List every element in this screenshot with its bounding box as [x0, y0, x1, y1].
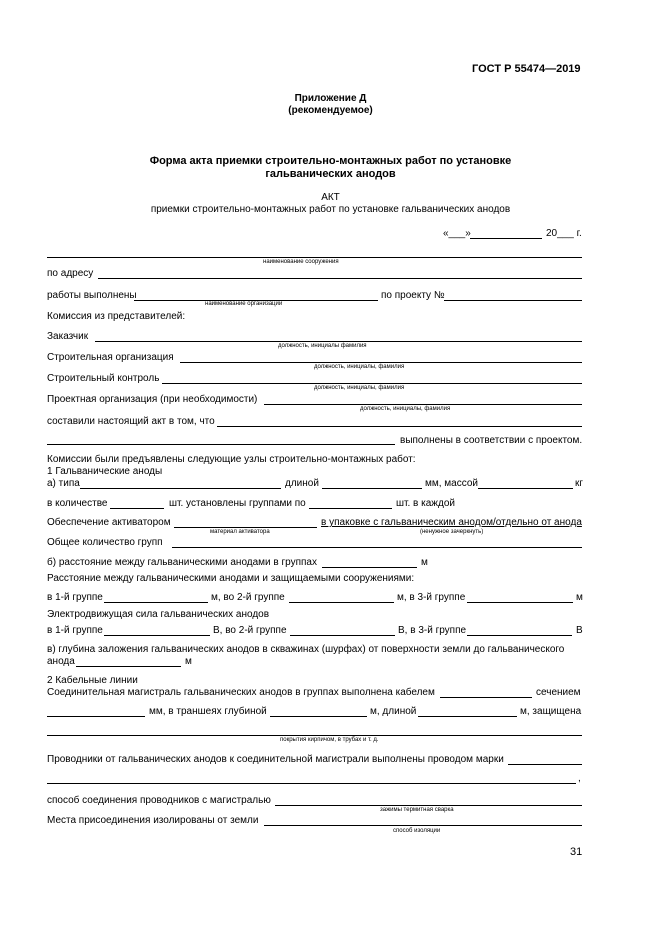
label-b-distance: б) расстояние между гальваническими анодами в группах [47, 557, 317, 568]
appendix-subtitle: (рекомендуемое) [288, 105, 373, 116]
caption-facility: наименование сооружения [263, 259, 339, 265]
label-done-per-project: выполнены в соответствии с проектом. [400, 435, 583, 446]
label-designer: Проектная организация (при необходимости) [47, 394, 258, 405]
caption-activator: материал активатора [210, 529, 270, 535]
insulation-line[interactable] [264, 825, 582, 826]
total-groups-line[interactable] [172, 547, 582, 548]
caption-unneeded: (ненужное зачеркнуть) [420, 529, 484, 535]
activator-line[interactable] [174, 527, 317, 528]
caption-position2: должность, инициалы, фамилия [314, 364, 405, 370]
caption-coating: покрытия кирпичом, в трубах и т. д. [280, 737, 379, 743]
label-mm-mass: мм, массой [425, 478, 479, 489]
cable-length-line[interactable] [418, 716, 517, 717]
project-number-line[interactable] [444, 300, 582, 301]
label-m-1: м [421, 557, 428, 568]
label-control: Строительный контроль [47, 373, 160, 384]
label-m-length: м, длиной [370, 706, 417, 717]
label-v-g3: В, в 3-й группе [398, 625, 467, 636]
label-pcs-each: шт. в каждой [396, 498, 455, 509]
g3-emf-line[interactable] [467, 635, 572, 636]
label-m-3: м [185, 656, 192, 667]
label-g1-distance: в 1-й группе [47, 592, 103, 603]
act-subtitle: приемки строительно-монтажных работ по установке гальванических анодов [150, 204, 511, 215]
drew-up-line[interactable] [217, 426, 582, 427]
qty-line[interactable] [110, 508, 164, 509]
date-day: «___» [443, 228, 471, 239]
label-type: а) типа [47, 478, 80, 489]
works-description-line[interactable] [47, 444, 395, 445]
address-line[interactable] [98, 278, 582, 279]
control-line[interactable] [162, 383, 582, 384]
section-2-title: 2 Кабельные линии [47, 675, 138, 686]
connection-line[interactable] [275, 805, 582, 806]
label-activator: Обеспечение активатором [47, 517, 171, 528]
groups-line[interactable] [309, 508, 392, 509]
label-m-protected: м, защищена [520, 706, 582, 717]
date-year: 20___ г. [546, 228, 582, 239]
standard-number: ГОСТ Р 55474—2019 [472, 63, 581, 75]
label-m-2: м [576, 592, 583, 603]
label-section: сечением [536, 687, 581, 698]
label-kg: кг [575, 478, 584, 489]
act-title: АКТ [321, 192, 340, 203]
label-customer: Заказчик [47, 331, 89, 342]
caption-org: наименование организации [205, 301, 283, 307]
cable-line[interactable] [440, 697, 532, 698]
g3-distance-line[interactable] [467, 602, 573, 603]
facility-line[interactable] [47, 257, 582, 258]
appendix-title: Приложение Д [294, 93, 367, 104]
trench-depth-line[interactable] [270, 716, 367, 717]
label-conductors: Проводники от гальванических анодов к соединительной магистрали выполнены проводом марки [47, 754, 504, 765]
label-emf: Электродвижущая сила гальванических анодов [47, 609, 270, 620]
label-drew-up: составили настоящий акт в том, что [47, 416, 215, 427]
label-comma: , [578, 773, 581, 784]
label-insulated: Места присоединения изолированы от земли [47, 815, 259, 826]
g2-emf-line[interactable] [290, 635, 395, 636]
page-number: 31 [570, 846, 583, 858]
mass-line[interactable] [478, 488, 573, 489]
label-presented: Комиссии были предъявлены следующие узлы строительно-монтажных работ: [47, 454, 416, 465]
label-builder: Строительная организация [47, 352, 174, 363]
label-g1-emf: в 1-й группе [47, 625, 103, 636]
label-length: длиной [285, 478, 319, 489]
label-address: по адресу [47, 268, 94, 279]
label-in-qty: в количестве [47, 498, 108, 509]
type-line[interactable] [80, 488, 281, 489]
customer-line[interactable] [95, 341, 582, 342]
label-commission: Комиссия из представителей: [47, 311, 186, 322]
caption-insulation: способ изоляции [393, 828, 441, 834]
distance-line[interactable] [322, 567, 417, 568]
date-month-line[interactable] [470, 238, 542, 239]
wire-brand-line-2[interactable] [47, 783, 576, 784]
caption-position4: должность, инициалы, фамилия [360, 406, 451, 412]
g1-distance-line[interactable] [104, 602, 208, 603]
builder-line[interactable] [180, 362, 582, 363]
label-in-package: в упаковке с гальваническим анодом/отдельно от анода [321, 517, 582, 528]
g2-distance-line[interactable] [289, 602, 394, 603]
label-depth1: в) глубина заложения гальванических анодов в скважинах (шурфах) от поверхности земли до гальванического [47, 644, 565, 655]
length-line[interactable] [322, 488, 422, 489]
label-works-done: работы выполнены [47, 290, 137, 301]
caption-clamps: зажимы термитная сварка [380, 807, 454, 813]
label-depth2: анода [47, 656, 75, 667]
protection-line[interactable] [47, 735, 582, 736]
label-v: В [576, 625, 583, 636]
section-1-title: 1 Гальванические аноды [47, 466, 163, 477]
depth-line[interactable] [76, 666, 181, 667]
label-distance2: Расстояние между гальваническими анодами и защищаемыми сооружениями: [47, 573, 415, 584]
label-m-g3: м, в 3-й группе [397, 592, 466, 603]
label-by-project: по проекту № [381, 290, 445, 301]
wire-brand-line[interactable] [508, 764, 582, 765]
label-pcs-groups: шт. установлены группами по [169, 498, 306, 509]
caption-position1: должность, инициалы фамилия [278, 343, 367, 349]
label-connection: способ соединения проводников с магистралью [47, 795, 271, 806]
section-size-line[interactable] [47, 716, 145, 717]
label-m-g2: м, во 2-й группе [211, 592, 285, 603]
form-title-line1: Форма акта приемки строительно-монтажных работ по установке [149, 155, 512, 167]
g1-emf-line[interactable] [104, 635, 210, 636]
label-v-g2: В, во 2-й группе [213, 625, 287, 636]
designer-line[interactable] [264, 404, 582, 405]
label-total-groups: Общее количество групп [47, 537, 163, 548]
label-mm-trench: мм, в траншеях глубиной [149, 706, 267, 717]
form-title-line2: гальванических анодов [265, 168, 396, 180]
label-main-line: Соединительная магистраль гальванических анодов в группах выполнена кабелем [47, 687, 435, 698]
caption-position3: должность, инициалы, фамилия [314, 385, 405, 391]
